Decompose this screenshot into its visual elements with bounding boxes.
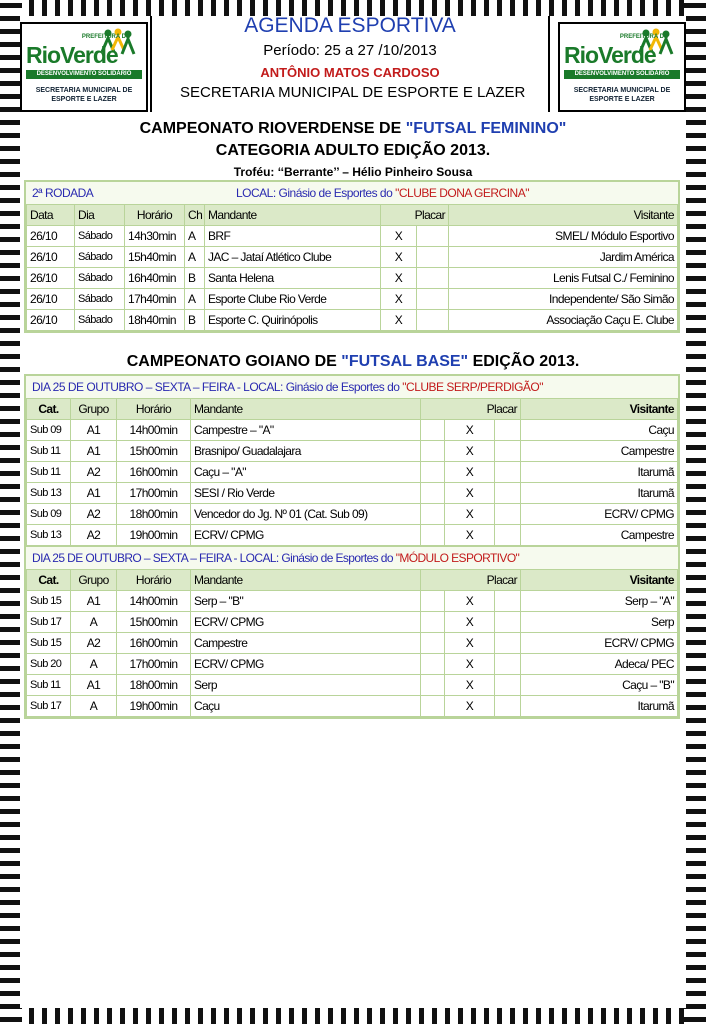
base-block1-head <box>26 376 678 398</box>
cell-placar-away <box>495 612 521 633</box>
cell-horario: 14h30min <box>125 226 185 247</box>
cell-visitante: SMEL/ Módulo Esportivo <box>449 226 678 247</box>
cell-mandante: ECRV/ CPMG <box>191 612 421 633</box>
document-sheet <box>20 16 686 1008</box>
cell-mandante: Campestre – "A" <box>191 420 421 441</box>
col-visitante: Visitante <box>521 570 678 591</box>
cell-placar-score <box>417 247 449 268</box>
cell-visitante: Independente/ São Simão <box>449 289 678 310</box>
cell-grupo: A2 <box>71 462 117 483</box>
dashed-border-left <box>0 0 22 1024</box>
cell-placar-x: X <box>381 310 417 331</box>
cell-mandante: BRF <box>205 226 381 247</box>
cell-placar-x: X <box>381 289 417 310</box>
table-row <box>27 696 678 717</box>
col-data: Data <box>27 205 75 226</box>
base-title-a: CAMPEONATO GOIANO DE <box>126 353 342 370</box>
feminino-title-a: CAMPEONATO RIOVERDENSE DE <box>139 120 406 137</box>
cell-placar-away <box>495 633 521 654</box>
cell-visitante: Campestre <box>521 525 678 546</box>
cell-mandante: Brasnipo/ Guadalajara <box>191 441 421 462</box>
cell-data: 26/10 <box>27 268 75 289</box>
cell-visitante: Associação Caçu E. Clube <box>449 310 678 331</box>
cell-dia: Sábado <box>75 310 125 331</box>
rio-verde-logo-left <box>20 22 148 112</box>
logo-prefeitura: PREFEITURA DE <box>81 34 130 40</box>
table-row <box>27 591 678 612</box>
col-placar: Placar <box>381 205 449 226</box>
rodada-label: 2ª RODADA <box>32 186 94 200</box>
base-block2-head <box>26 546 678 569</box>
logo-city-name: RioVerde <box>564 42 656 68</box>
cell-visitante: Serp – "A" <box>521 591 678 612</box>
base-title-b: "FUTSAL BASE" <box>341 353 469 370</box>
feminino-local-b: "CLUBE DONA GERCINA" <box>395 186 529 200</box>
cell-grupo: A <box>71 654 117 675</box>
table-row <box>27 441 678 462</box>
table-row <box>27 247 678 268</box>
cell-mandante: Santa Helena <box>205 268 381 289</box>
base-title-c: EDIÇÃO 2013. <box>468 353 580 370</box>
cell-placar-x: X <box>445 633 495 654</box>
table-row <box>27 633 678 654</box>
col-horario: Horário <box>117 570 191 591</box>
cell-placar-home <box>421 462 445 483</box>
cell-placar-x: X <box>381 268 417 289</box>
page-title: AGENDA ESPORTIVA <box>244 14 456 37</box>
cell-cat: Sub 20 <box>27 654 71 675</box>
cell-visitante: Adeca/ PEC <box>521 654 678 675</box>
feminino-table <box>26 204 678 331</box>
col-grupo: Grupo <box>71 399 117 420</box>
cell-cat: Sub 15 <box>27 591 71 612</box>
cell-ch: A <box>185 289 205 310</box>
cell-placar-home <box>421 591 445 612</box>
cell-placar-x: X <box>445 441 495 462</box>
cell-horario: 16h40min <box>125 268 185 289</box>
table-row <box>27 420 678 441</box>
cell-cat: Sub 17 <box>27 696 71 717</box>
cell-horario: 15h40min <box>125 247 185 268</box>
feminino-panel-head <box>26 182 678 204</box>
cell-placar-away <box>495 675 521 696</box>
logo-secretaria <box>562 86 682 104</box>
cell-grupo: A2 <box>71 633 117 654</box>
base-block1-table <box>26 398 678 546</box>
cell-placar-away <box>495 504 521 525</box>
cell-data: 26/10 <box>27 226 75 247</box>
cell-placar-away <box>495 696 521 717</box>
cell-visitante: Jardim América <box>449 247 678 268</box>
cell-placar-away <box>495 525 521 546</box>
col-ch: Ch <box>185 205 205 226</box>
cell-placar-home <box>421 633 445 654</box>
cell-cat: Sub 09 <box>27 420 71 441</box>
cell-visitante: Campestre <box>521 441 678 462</box>
logo-sec-line1: SECRETARIA MUNICIPAL DE <box>35 87 133 94</box>
base-panel <box>24 374 680 719</box>
cell-grupo: A1 <box>71 420 117 441</box>
cell-placar-home <box>421 675 445 696</box>
cell-placar-x: X <box>445 696 495 717</box>
cell-placar-home <box>421 696 445 717</box>
cell-grupo: A <box>71 612 117 633</box>
cell-horario: 17h40min <box>125 289 185 310</box>
feminino-title-b: "FUTSAL FEMININO" <box>405 120 567 137</box>
feminino-title <box>20 120 686 138</box>
feminino-trophy: Troféu: ‘‘Berrante’’ – Hélio Pinheiro Sousa <box>233 165 473 179</box>
table-row <box>27 612 678 633</box>
col-grupo: Grupo <box>71 570 117 591</box>
cell-placar-away <box>495 483 521 504</box>
dashed-border-right <box>684 0 706 1024</box>
cell-grupo: A <box>71 696 117 717</box>
cell-mandante: Campestre <box>191 633 421 654</box>
table-row <box>27 525 678 546</box>
cell-cat: Sub 13 <box>27 483 71 504</box>
cell-visitante: ECRV/ CPMG <box>521 504 678 525</box>
col-horario: Horário <box>117 399 191 420</box>
cell-placar-away <box>495 462 521 483</box>
cell-mandante: SESI / Rio Verde <box>191 483 421 504</box>
cell-cat: Sub 15 <box>27 633 71 654</box>
cell-horario: 16h00min <box>117 633 191 654</box>
col-dia: Dia <box>75 205 125 226</box>
cell-horario: 15h00min <box>117 441 191 462</box>
cell-visitante: Caçu – "B" <box>521 675 678 696</box>
cell-visitante: Lenis Futsal C./ Feminino <box>449 268 678 289</box>
secretaria-text: SECRETARIA MUNICIPAL DE ESPORTE E LAZER <box>180 84 526 101</box>
cell-placar-x: X <box>445 483 495 504</box>
cell-dia: Sábado <box>75 268 125 289</box>
block1-head-b: "CLUBE SERP/PERDIGÃO" <box>402 380 544 394</box>
cell-placar-x: X <box>381 226 417 247</box>
cell-horario: 19h00min <box>117 525 191 546</box>
table-row <box>27 268 678 289</box>
base-block2-table <box>26 569 678 717</box>
cell-mandante: Serp – "B" <box>191 591 421 612</box>
cell-placar-home <box>421 420 445 441</box>
cell-cat: Sub 11 <box>27 441 71 462</box>
table-row <box>27 654 678 675</box>
cell-ch: A <box>185 226 205 247</box>
cell-placar-x: X <box>445 462 495 483</box>
col-horario: Horário <box>125 205 185 226</box>
cell-placar-away <box>495 441 521 462</box>
rio-verde-logo-right <box>558 22 686 112</box>
cell-horario: 14h00min <box>117 420 191 441</box>
cell-placar-score <box>417 268 449 289</box>
cell-horario: 17h00min <box>117 483 191 504</box>
table-row <box>27 483 678 504</box>
table-row <box>27 310 678 331</box>
cell-placar-home <box>421 483 445 504</box>
cell-grupo: A1 <box>71 591 117 612</box>
table-row <box>27 226 678 247</box>
col-visitante: Visitante <box>449 205 678 226</box>
cell-placar-x: X <box>445 612 495 633</box>
cell-visitante: Itarumã <box>521 483 678 504</box>
feminino-local <box>236 182 529 204</box>
cell-mandante: Vencedor do Jg. Nº 01 (Cat. Sub 09) <box>191 504 421 525</box>
cell-cat: Sub 17 <box>27 612 71 633</box>
feminino-subtitle: CATEGORIA ADULTO EDIÇÃO 2013. <box>215 142 491 159</box>
cell-placar-x: X <box>381 247 417 268</box>
logo-subtitle: DESENVOLVIMENTO SOLIDÁRIO <box>26 70 142 79</box>
cell-dia: Sábado <box>75 226 125 247</box>
cell-placar-x: X <box>445 654 495 675</box>
cell-mandante: Serp <box>191 675 421 696</box>
cell-grupo: A2 <box>71 504 117 525</box>
logo-city-name: RioVerde <box>26 42 118 68</box>
cell-mandante: ECRV/ CPMG <box>191 654 421 675</box>
feminino-header-row <box>27 205 678 226</box>
cell-visitante: Itarumã <box>521 462 678 483</box>
block1-head-a: DIA 25 DE OUTUBRO – SEXTA – FEIRA - LOCAL: Ginásio de Esportes do <box>32 380 403 394</box>
cell-mandante: Caçu – "A" <box>191 462 421 483</box>
table-row <box>27 462 678 483</box>
cell-horario: 14h00min <box>117 591 191 612</box>
cell-mandante: ECRV/ CPMG <box>191 525 421 546</box>
cell-placar-x: X <box>445 420 495 441</box>
cell-visitante: ECRV/ CPMG <box>521 633 678 654</box>
cell-placar-x: X <box>445 504 495 525</box>
cell-data: 26/10 <box>27 289 75 310</box>
logo-prefeitura: PREFEITURA DE <box>619 34 668 40</box>
cell-ch: B <box>185 310 205 331</box>
cell-cat: Sub 13 <box>27 525 71 546</box>
cell-placar-away <box>495 591 521 612</box>
cell-dia: Sábado <box>75 247 125 268</box>
cell-horario: 18h00min <box>117 675 191 696</box>
cell-placar-away <box>495 420 521 441</box>
col-mandante: Mandante <box>191 399 421 420</box>
col-cat: Cat. <box>27 399 71 420</box>
cell-placar-score <box>417 310 449 331</box>
feminino-local-a: LOCAL: Ginásio de Esportes do <box>236 186 396 200</box>
cell-mandante: Caçu <box>191 696 421 717</box>
cell-placar-home <box>421 504 445 525</box>
logo-sec-line1: SECRETARIA MUNICIPAL DE <box>573 87 671 94</box>
base-title <box>20 353 686 371</box>
cell-placar-score <box>417 226 449 247</box>
col-placar: Placar <box>421 399 521 420</box>
col-mandante: Mandante <box>205 205 381 226</box>
document-header <box>20 16 686 116</box>
cell-mandante: Esporte C. Quirinópolis <box>205 310 381 331</box>
period-text: Período: 25 a 27 /10/2013 <box>263 42 437 59</box>
logo-subtitle: DESENVOLVIMENTO SOLIDÁRIO <box>564 70 680 79</box>
table-row <box>27 504 678 525</box>
cell-visitante: Itarumã <box>521 696 678 717</box>
col-placar: Placar <box>421 570 521 591</box>
cell-placar-home <box>421 654 445 675</box>
block2-head-b: "MÓDULO ESPORTIVO" <box>395 551 520 565</box>
cell-horario: 15h00min <box>117 612 191 633</box>
cell-cat: Sub 11 <box>27 462 71 483</box>
feminino-panel <box>24 180 680 333</box>
cell-placar-x: X <box>445 591 495 612</box>
cell-data: 26/10 <box>27 310 75 331</box>
cell-visitante: Caçu <box>521 420 678 441</box>
cell-placar-home <box>421 525 445 546</box>
cell-horario: 19h00min <box>117 696 191 717</box>
cell-horario: 18h00min <box>117 504 191 525</box>
cell-horario: 18h40min <box>125 310 185 331</box>
cell-dia: Sábado <box>75 289 125 310</box>
col-mandante: Mandante <box>191 570 421 591</box>
cell-ch: A <box>185 247 205 268</box>
cell-visitante: Serp <box>521 612 678 633</box>
block2-header-row <box>27 570 678 591</box>
cell-grupo: A2 <box>71 525 117 546</box>
table-row <box>27 289 678 310</box>
cell-ch: B <box>185 268 205 289</box>
cell-cat: Sub 11 <box>27 675 71 696</box>
secretary-name: ANTÔNIO MATOS CARDOSO <box>260 65 440 80</box>
table-row <box>27 675 678 696</box>
cell-grupo: A1 <box>71 441 117 462</box>
logo-sec-line2: ESPORTE E LAZER <box>51 96 117 103</box>
cell-placar-score <box>417 289 449 310</box>
block2-head-a: DIA 25 DE OUTUBRO – SEXTA – FEIRA - LOCAL: Ginásio de Esportes do <box>32 551 396 565</box>
cell-mandante: JAC – Jataí Atlético Clube <box>205 247 381 268</box>
cell-mandante: Esporte Clube Rio Verde <box>205 289 381 310</box>
cell-placar-home <box>421 441 445 462</box>
cell-placar-away <box>495 654 521 675</box>
cell-placar-x: X <box>445 525 495 546</box>
col-cat: Cat. <box>27 570 71 591</box>
cell-grupo: A1 <box>71 675 117 696</box>
cell-cat: Sub 09 <box>27 504 71 525</box>
cell-horario: 16h00min <box>117 462 191 483</box>
cell-data: 26/10 <box>27 247 75 268</box>
cell-placar-home <box>421 612 445 633</box>
logo-sec-line2: ESPORTE E LAZER <box>589 96 655 103</box>
block1-header-row <box>27 399 678 420</box>
logo-secretaria <box>24 86 144 104</box>
col-visitante: Visitante <box>521 399 678 420</box>
cell-horario: 17h00min <box>117 654 191 675</box>
cell-grupo: A1 <box>71 483 117 504</box>
cell-placar-x: X <box>445 675 495 696</box>
